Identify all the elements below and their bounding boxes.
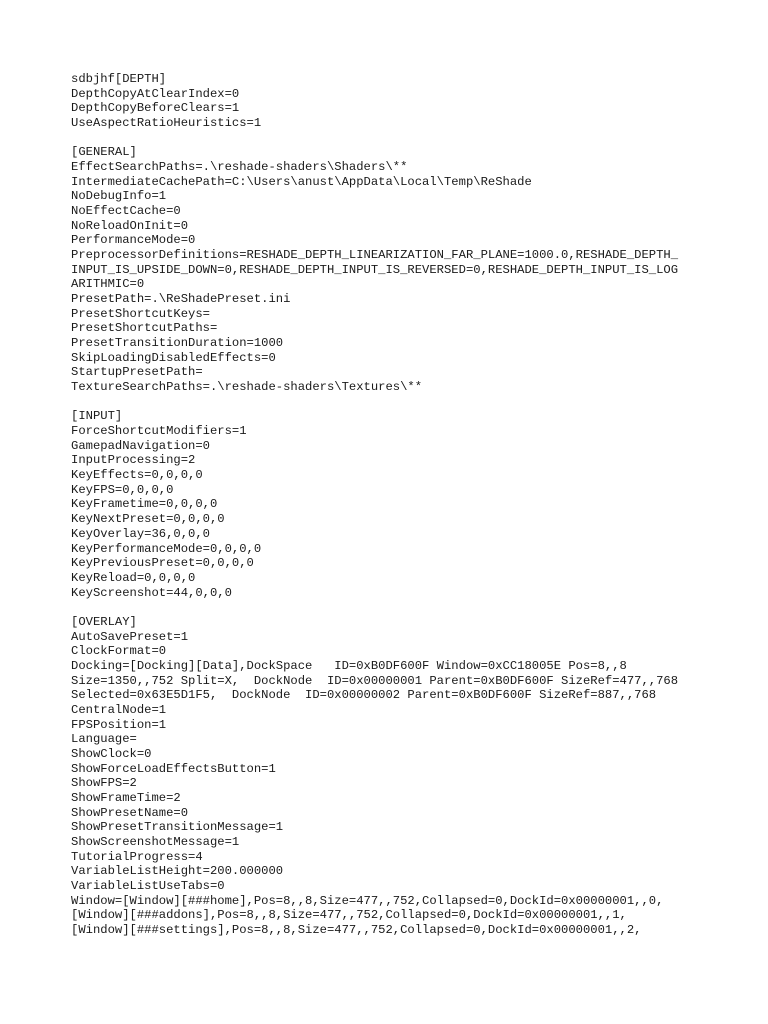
text-line: INPUT_IS_UPSIDE_DOWN=0,RESHADE_DEPTH_INPUT_IS_REVERSED=0,RESHADE_DEPTH_INPUT_IS_LOG bbox=[71, 262, 679, 277]
text-line: EffectSearchPaths=.\reshade-shaders\Shaders\** bbox=[71, 160, 408, 175]
text-line: NoEffectCache=0 bbox=[71, 204, 181, 219]
text-line: KeyPerformanceMode=0,0,0,0 bbox=[71, 541, 262, 556]
text-line: PresetTransitionDuration=1000 bbox=[71, 336, 284, 351]
text-line: Size=1350,,752 Split=X, DockNode ID=0x00000001 Parent=0xB0DF600F SizeRef=477,,768 bbox=[71, 673, 679, 688]
text-line: KeyOverlay=36,0,0,0 bbox=[71, 526, 210, 541]
text-line: StartupPresetPath= bbox=[71, 365, 203, 380]
text-line: DepthCopyBeforeClears=1 bbox=[71, 101, 240, 116]
text-line: KeyEffects=0,0,0,0 bbox=[71, 468, 203, 483]
text-line: KeyNextPreset=0,0,0,0 bbox=[71, 512, 225, 527]
text-line: ShowClock=0 bbox=[71, 746, 152, 761]
text-line: KeyFrametime=0,0,0,0 bbox=[71, 497, 218, 512]
text-line: NoReloadOnInit=0 bbox=[71, 218, 189, 233]
section-header: [INPUT] bbox=[71, 409, 123, 424]
blank-line bbox=[71, 395, 711, 410]
text-line: ShowPresetTransitionMessage=1 bbox=[71, 820, 284, 835]
text-line: ShowForceLoadEffectsButton=1 bbox=[71, 761, 276, 776]
text-line: PresetShortcutPaths= bbox=[71, 321, 218, 336]
text-line: InputProcessing=2 bbox=[71, 453, 196, 468]
text-line: CentralNode=1 bbox=[71, 702, 167, 717]
text-line: IntermediateCachePath=C:\Users\anust\AppData\Local\Temp\ReShade bbox=[71, 174, 532, 189]
text-line: [Window][###addons],Pos=8,,8,Size=477,,752,Collapsed=0,DockId=0x00000001,,1, bbox=[71, 908, 627, 923]
blank-line bbox=[71, 131, 711, 146]
text-line: ForceShortcutModifiers=1 bbox=[71, 424, 247, 439]
text-line: KeyPreviousPreset=0,0,0,0 bbox=[71, 556, 254, 571]
text-line: Docking=[Docking][Data],DockSpace ID=0xB0DF600F Window=0xCC18005E Pos=8,,8 bbox=[71, 658, 627, 673]
text-line: KeyFPS=0,0,0,0 bbox=[71, 482, 174, 497]
text-line: SkipLoadingDisabledEffects=0 bbox=[71, 350, 276, 365]
text-line: ShowPresetName=0 bbox=[71, 805, 189, 820]
text-line: KeyReload=0,0,0,0 bbox=[71, 570, 196, 585]
blank-line bbox=[71, 600, 711, 615]
text-line: ShowFPS=2 bbox=[71, 776, 137, 791]
text-line: PerformanceMode=0 bbox=[71, 233, 196, 248]
text-line: VariableListUseTabs=0 bbox=[71, 878, 225, 893]
section-header: [OVERLAY] bbox=[71, 614, 137, 629]
text-line: TextureSearchPaths=.\reshade-shaders\Textures\** bbox=[71, 380, 423, 395]
text-line: VariableListHeight=200.000000 bbox=[71, 864, 284, 879]
section-header: [GENERAL] bbox=[71, 145, 137, 160]
text-line: Window=[Window][###home],Pos=8,,8,Size=477,,752,Collapsed=0,DockId=0x00000001,,0, bbox=[71, 893, 664, 908]
document-page bbox=[71, 72, 711, 938]
text-line: ARITHMIC=0 bbox=[71, 277, 145, 292]
text-line: GamepadNavigation=0 bbox=[71, 438, 210, 453]
text-line: Selected=0x63E5D1F5, DockNode ID=0x00000002 Parent=0xB0DF600F SizeRef=887,,768 bbox=[71, 688, 657, 703]
text-line: FPSPosition=1 bbox=[71, 717, 167, 732]
text-line: AutoSavePreset=1 bbox=[71, 629, 189, 644]
text-line: PreprocessorDefinitions=RESHADE_DEPTH_LINEARIZATION_FAR_PLANE=1000.0,RESHADE_DEPTH_ bbox=[71, 248, 679, 263]
text-line: TutorialProgress=4 bbox=[71, 849, 203, 864]
text-line: ClockFormat=0 bbox=[71, 644, 167, 659]
text-line: [Window][###settings],Pos=8,,8,Size=477,,752,Collapsed=0,DockId=0x00000001,,2, bbox=[71, 922, 642, 937]
text-line: KeyScreenshot=44,0,0,0 bbox=[71, 585, 232, 600]
text-line: PresetPath=.\ReShadePreset.ini bbox=[71, 292, 291, 307]
text-line: NoDebugInfo=1 bbox=[71, 189, 167, 204]
text-line: Language= bbox=[71, 732, 137, 747]
text-line: DepthCopyAtClearIndex=0 bbox=[71, 86, 240, 101]
section-header: sdbjhf[DEPTH] bbox=[71, 72, 167, 86]
text-line: UseAspectRatioHeuristics=1 bbox=[71, 116, 262, 131]
text-line: ShowFrameTime=2 bbox=[71, 790, 181, 805]
text-line: PresetShortcutKeys= bbox=[71, 306, 210, 321]
text-line: ShowScreenshotMessage=1 bbox=[71, 834, 240, 849]
